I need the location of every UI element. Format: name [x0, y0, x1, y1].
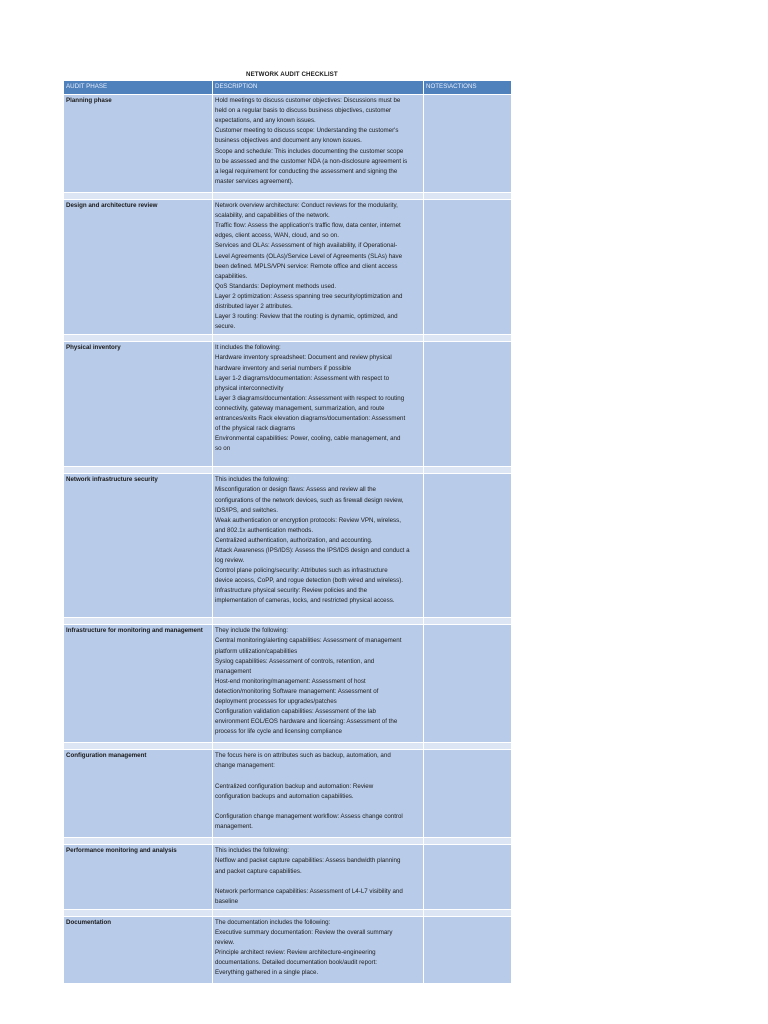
description-line: documentations. Detailed documentation book/audit report: — [215, 959, 378, 967]
description-line: change management: — [215, 762, 275, 770]
audit-phase-cell: Infrastructure for monitoring and management — [64, 625, 213, 743]
description-line: Control plane policing/security: Attributes such as infrastructure — [215, 567, 388, 575]
description-line: QoS Standards: Deployment methods used. — [215, 282, 337, 290]
description-line: The focus here is on attributes such as backup, automation, and — [215, 752, 391, 760]
notes-actions-cell[interactable] — [424, 625, 512, 743]
separator-cell — [424, 743, 512, 750]
description-line: Centralized authentication, authorization, and accounting. — [215, 536, 373, 544]
separator-cell — [213, 467, 424, 474]
separator-cell — [213, 909, 424, 916]
description-line: scalability, and capabilities of the network. — [215, 212, 330, 220]
description-line: Scope and schedule: This includes documenting the customer scope — [215, 147, 404, 155]
description-line: Infrastructure physical security: Review policies and the — [215, 587, 368, 595]
table-row — [64, 200, 512, 335]
description-line: Netflow and packet capture capabilities: Assess bandwidth planning — [215, 857, 401, 865]
separator-cell — [64, 335, 213, 342]
description-line: Hold meetings to discuss customer objectives: Discussions must be — [215, 97, 401, 105]
separator-cell — [213, 193, 424, 200]
description-line: Hardware inventory spreadsheet: Document and review physical — [215, 354, 392, 362]
separator-cell — [64, 743, 213, 750]
description-line — [215, 772, 421, 782]
description-line: Misconfiguration or design flaws: Assess and review all the — [215, 486, 376, 494]
description-line: The documentation includes the following: — [215, 918, 331, 926]
description-cell — [213, 625, 424, 743]
description-line: business objectives and document any known issues. — [215, 137, 362, 145]
description-cell — [213, 916, 424, 983]
header-notes-actions: NOTES\ACTIONS — [424, 81, 512, 95]
separator-cell — [64, 838, 213, 845]
description-line: Layer 2 optimization: Assess spanning tree security/optimization and — [215, 292, 403, 300]
separator-cell — [64, 909, 213, 916]
audit-phase-cell: Design and architecture review — [64, 200, 213, 335]
description-cell — [213, 95, 424, 193]
description-line: of the physical rack diagrams — [215, 425, 296, 433]
description-line: held on a regular basis to discuss business objectives, customer — [215, 107, 392, 115]
table-row — [64, 750, 512, 838]
separator-cell — [424, 335, 512, 342]
separator-cell — [64, 193, 213, 200]
separator-cell — [213, 743, 424, 750]
description-line: Level Agreements (OLAs)/Service Level of Agreements (SLAs) have — [215, 252, 403, 260]
description-line: IDS/IPS, and switches. — [215, 506, 278, 514]
description-cell — [213, 845, 424, 909]
description-line: distributed layer 2 attributes. — [215, 303, 293, 311]
notes-actions-cell[interactable] — [424, 200, 512, 335]
description-line: expectations, and any known issues. — [215, 117, 316, 125]
description-cell — [213, 750, 424, 838]
description-line: connectivity, gateway management, summarization, and route — [215, 404, 385, 412]
row-separator — [64, 743, 512, 750]
description-line: They include the following: — [215, 627, 288, 635]
separator-cell — [424, 909, 512, 916]
audit-phase-cell: Network infrastructure security — [64, 474, 213, 618]
audit-phase-cell: Documentation — [64, 916, 213, 983]
description-line: process for life cycle and licensing compliance — [215, 728, 342, 736]
description-line: This includes the following: — [215, 476, 289, 484]
separator-cell — [424, 467, 512, 474]
separator-cell — [213, 618, 424, 625]
description-line: baseline — [215, 897, 239, 905]
description-line: device access, CoPP, and rogue detection (both wired and wireless). — [215, 577, 404, 585]
description-line: Central monitoring/alerting capabilities: Assessment of management — [215, 637, 402, 645]
description-line: implementation of cameras, locks, and restricted physical access. — [215, 597, 395, 605]
description-line: Traffic flow: Assess the application's traffic flow, data center, internet — [215, 222, 401, 230]
separator-cell — [213, 335, 424, 342]
separator-cell — [424, 838, 512, 845]
notes-actions-cell[interactable] — [424, 845, 512, 909]
description-line: environment EOL/EOS hardware and licensing: Assessment of the — [215, 718, 398, 726]
description-cell — [213, 342, 424, 467]
description-line: configurations of the network devices, such as firewall design review, — [215, 496, 404, 504]
document-title: NETWORK AUDIT CHECKLIST — [246, 71, 338, 78]
description-line: Configuration validation capabilities: Assessment of the lab — [215, 708, 376, 716]
description-line: detection/monitoring Software management: Assessment of — [215, 687, 379, 695]
description-line: Attack Awareness (IPS/IDS): Assess the IPS/IDS design and conduct a — [215, 546, 410, 554]
table-row — [64, 342, 512, 467]
description-line — [215, 877, 421, 887]
row-separator — [64, 193, 512, 200]
notes-actions-cell[interactable] — [424, 95, 512, 193]
description-line: Network performance capabilities: Assessment of L4-L7 visibility and — [215, 887, 403, 895]
header-description: DESCRIPTION — [213, 81, 424, 95]
description-line: Everything gathered in a single place. — [215, 969, 319, 977]
notes-actions-cell[interactable] — [424, 474, 512, 618]
description-line: Network overview architecture: Conduct reviews for the modularity, — [215, 202, 398, 210]
header-audit-phase: AUDIT PHASE — [64, 81, 213, 95]
description-line: edges, client access, WAN, cloud, and so on. — [215, 232, 339, 240]
description-line: Principle architect review: Review architecture-engineering — [215, 949, 376, 957]
separator-cell — [424, 618, 512, 625]
description-line — [215, 802, 421, 812]
description-line: platform utilization/capabilities — [215, 647, 298, 655]
separator-cell — [424, 193, 512, 200]
description-line: Layer 3 routing: Review that the routing is dynamic, optimized, and — [215, 313, 398, 321]
row-separator — [64, 467, 512, 474]
description-line: Customer meeting to discuss scope: Understanding the customer's — [215, 127, 399, 135]
description-line: configuration backups and automation capabilities. — [215, 792, 354, 800]
description-line: Layer 1-2 diagrams/documentation: Assessment with respect to — [215, 374, 390, 382]
description-line: to be assessed and the customer NDA (a non-disclosure agreement is — [215, 157, 408, 165]
table-header-row — [64, 81, 512, 95]
description-line: log review. — [215, 557, 245, 565]
description-cell — [213, 474, 424, 618]
description-line: Executive summary documentation: Review the overall summary — [215, 928, 393, 936]
description-line: Syslog capabilities: Assessment of controls, retention, and — [215, 657, 375, 665]
description-line: It includes the following: — [215, 344, 281, 352]
table-row — [64, 916, 512, 983]
description-line: hardware inventory and serial numbers if possible — [215, 364, 352, 372]
notes-actions-cell[interactable] — [424, 342, 512, 467]
description-line: management — [215, 667, 252, 675]
notes-actions-cell[interactable] — [424, 916, 512, 983]
separator-cell — [64, 618, 213, 625]
audit-checklist-table — [63, 80, 512, 984]
description-line: entrances/exits Rack elevation diagrams/documentation: Assessment — [215, 414, 406, 422]
description-line: Host-end monitoring/management: Assessment of host — [215, 677, 366, 685]
description-line: Environmental capabilities: Power, cooling, cable management, and — [215, 435, 401, 443]
description-line: deployment processes for upgrades/patches — [215, 697, 337, 705]
description-line: This includes the following: — [215, 847, 289, 855]
description-line: Services and OLAs: Assessment of high availability, if Operational- — [215, 242, 398, 250]
audit-phase-cell: Performance monitoring and analysis — [64, 845, 213, 909]
description-line: physical interconnectivity — [215, 384, 284, 392]
description-line: Weak authentication or encryption protocols: Review VPN, wireless, — [215, 516, 401, 524]
table-row — [64, 625, 512, 743]
description-line: and packet capture capabilities. — [215, 867, 302, 875]
table-row — [64, 95, 512, 193]
row-separator — [64, 335, 512, 342]
description-line: and 802.1x authentication methods. — [215, 526, 314, 534]
description-line: so on — [215, 445, 231, 453]
description-line: capabilities. — [215, 272, 248, 280]
notes-actions-cell[interactable] — [424, 750, 512, 838]
description-line: secure. — [215, 323, 236, 331]
description-line: Layer 3 diagrams/documentation: Assessment with respect to routing — [215, 394, 405, 402]
description-line: master services agreement). — [215, 177, 294, 185]
description-line: Centralized configuration backup and automation: Review — [215, 782, 374, 790]
audit-phase-cell: Planning phase — [64, 95, 213, 193]
table-row — [64, 845, 512, 909]
row-separator — [64, 909, 512, 916]
description-cell — [213, 200, 424, 335]
row-separator — [64, 618, 512, 625]
table-row — [64, 474, 512, 618]
separator-cell — [213, 838, 424, 845]
description-line: Configuration change management workflow: Assess change control — [215, 812, 403, 820]
description-line: a legal requirement for conducting the assessment and signing the — [215, 167, 398, 175]
audit-phase-cell: Physical inventory — [64, 342, 213, 467]
description-line: management. — [215, 822, 253, 830]
description-line: review. — [215, 938, 235, 946]
table-body — [64, 95, 512, 984]
separator-cell — [64, 467, 213, 474]
description-line: been defined. MPLS/VPN service: Remote office and client access — [215, 262, 398, 270]
audit-phase-cell: Configuration management — [64, 750, 213, 838]
row-separator — [64, 838, 512, 845]
